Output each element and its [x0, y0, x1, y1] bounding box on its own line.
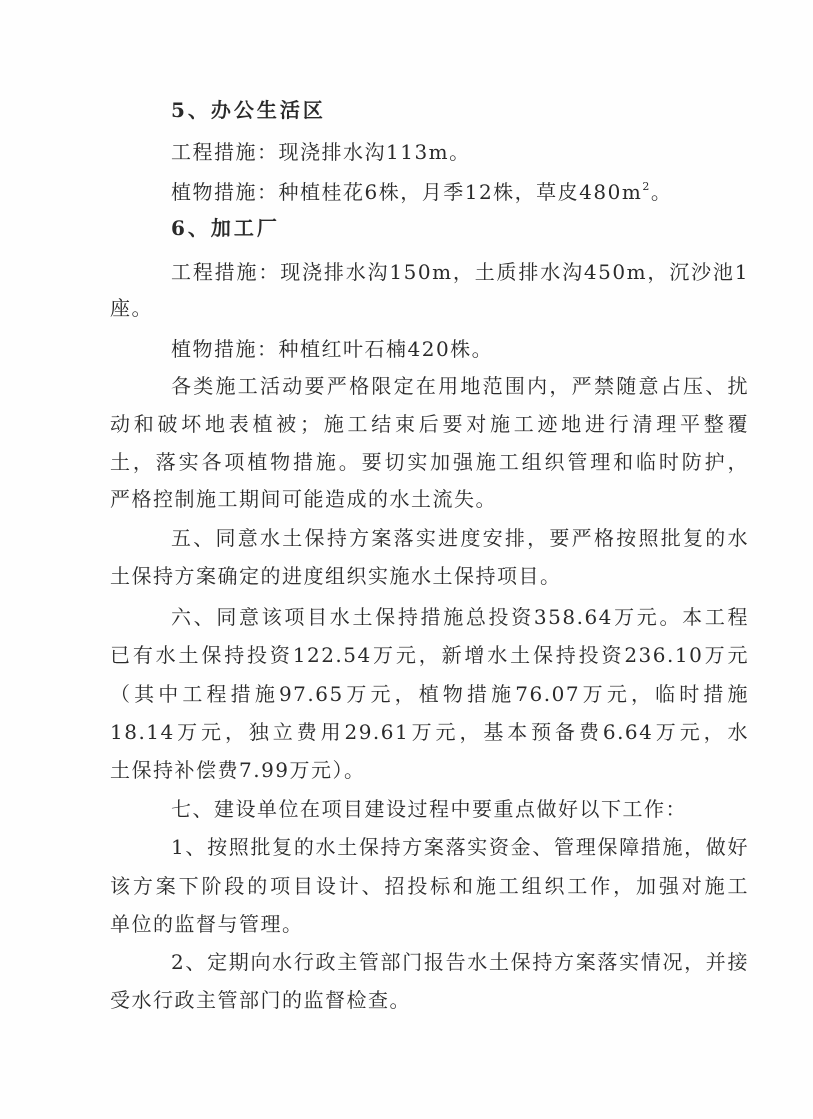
item7-2-line-2: 受水行政主管部门的监督检查。 — [110, 988, 411, 1012]
construction-paragraph-line-1: 各类施工活动要严格限定在用地范围内，严禁随意占压、扰 — [171, 374, 749, 398]
section-heading-office: 5、办公生活区 — [171, 98, 326, 122]
construction-paragraph-line-3: 土，落实各项植物措施。要切实加强施工组织管理和临时防护， — [110, 450, 749, 474]
item7-1-line-1: 1、按照批复的水土保持方案落实资金、管理保障措施，做好 — [171, 835, 749, 859]
construction-paragraph-line-2: 动和破坏地表植被；施工结束后要对施工迹地进行清理平整覆 — [110, 412, 749, 436]
office-planting-measures — [171, 178, 672, 206]
item5-line-2: 土保持方案确定的进度组织实施水土保持项目。 — [110, 564, 562, 588]
item7-1-line-3: 单位的监督与管理。 — [110, 912, 304, 936]
item7-2-line-1: 2、定期向水行政主管部门报告水土保持方案落实情况，并接 — [171, 950, 749, 974]
factory-planting-measures: 植物措施：种植红叶石楠420株。 — [171, 337, 494, 361]
area-unit-superscript: 2 — [642, 180, 651, 193]
factory-engineering-line-2: 座。 — [110, 296, 153, 320]
item6-line-3: （其中工程措施97.65万元，植物措施76.07万元，临时措施 — [110, 682, 749, 706]
item6-line-4: 18.14万元，独立费用29.61万元，基本预备费6.64万元，水 — [110, 720, 749, 744]
office-planting-text: 植物措施：种植桂花6株，月季12株，草皮480m — [171, 180, 643, 204]
section-heading-factory: 6、加工厂 — [171, 216, 280, 240]
item5-line-1: 五、同意水土保持方案落实进度安排，要严格按照批复的水 — [171, 526, 749, 550]
construction-paragraph-line-4: 严格控制施工期间可能造成的水土流失。 — [110, 487, 497, 511]
item7-intro: 七、建设单位在项目建设过程中要重点做好以下工作： — [171, 797, 687, 821]
item7-1-line-2: 该方案下阶段的项目设计、招投标和施工组织工作，加强对施工 — [110, 874, 749, 898]
factory-engineering-line-1: 工程措施：现浇排水沟150m，土质排水沟450m，沉沙池1 — [171, 260, 749, 284]
item6-line-5: 土保持补偿费7.99万元）。 — [110, 758, 366, 782]
item6-line-2: 已有水土保持投资122.54万元，新增水土保持投资236.10万元 — [110, 643, 749, 667]
item6-line-1: 六、同意该项目水土保持措施总投资358.64万元。本工程 — [171, 605, 749, 629]
office-engineering-measures: 工程措施：现浇排水沟113m。 — [171, 140, 471, 164]
office-planting-end: 。 — [650, 180, 673, 204]
